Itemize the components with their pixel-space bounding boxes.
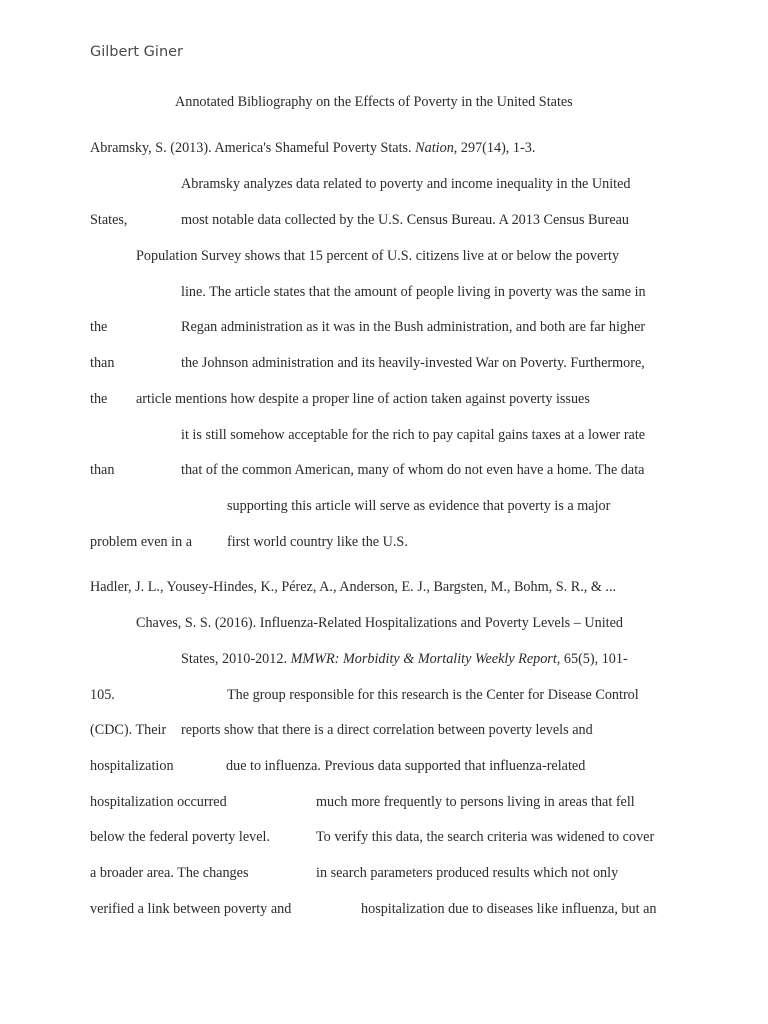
annotation-line (0, 720, 768, 740)
citation-line (181, 649, 628, 669)
document-title: Annotated Bibliography on the Effects of Poverty in the United States (175, 94, 573, 110)
author-name: Gilbert Giner (90, 44, 184, 60)
annotation-line (0, 792, 768, 812)
annotation-text: 105. (90, 687, 115, 703)
annotation-text: reports show that there is a direct correlation between poverty levels and (181, 722, 593, 738)
annotation-line (0, 532, 768, 552)
annotation-line (0, 210, 768, 230)
citation-text: Hadler, J. L., Yousey-Hindes, K., Pérez, A., Anderson, E. J., Bargsten, M., Bohm, S. R., & ... (90, 579, 617, 595)
annotation-text: a broader area. The changes (90, 865, 249, 881)
annotation-text: than (90, 462, 115, 478)
annotation-text: States, (90, 212, 128, 228)
annotation-text: verified a link between poverty and (90, 901, 292, 917)
annotation-line (0, 863, 768, 883)
annotation-text: Abramsky analyzes data related to poverty and income inequality in the United (181, 176, 631, 192)
annotation-line (0, 246, 768, 266)
annotation-text: in search parameters produced results which not only (316, 865, 619, 881)
annotation-text: hospitalization (90, 758, 174, 774)
annotation-text: hospitalization due to diseases like influenza, but an (361, 901, 657, 917)
annotation-line (0, 756, 768, 776)
annotation-line (0, 425, 768, 445)
citation-text: Chaves, S. S. (2016). Influenza-Related Hospitalizations and Poverty Levels – United (136, 615, 623, 631)
annotation-text: most notable data collected by the U.S. Census Bureau. A 2013 Census Bureau (181, 212, 630, 228)
annotation-text: Population Survey shows that 15 percent of U.S. citizens live at or below the poverty (136, 248, 620, 264)
citation-text: States, 2010-2012. (181, 651, 291, 667)
citation-line (136, 613, 623, 633)
annotation-text: it is still somehow acceptable for the rich to pay capital gains taxes at a lower rate (181, 427, 646, 443)
citation-text: , 65(5), 101- (556, 651, 628, 667)
annotation-line (0, 899, 768, 919)
citation-abramsky (90, 138, 535, 158)
annotation-line (0, 353, 768, 373)
annotation-line (0, 460, 768, 480)
annotation-text: that of the common American, many of whom do not even have a home. The data (181, 462, 645, 478)
annotation-text: (CDC). Their (90, 722, 167, 738)
annotation-line (0, 174, 768, 194)
annotation-text: the (90, 391, 108, 407)
annotation-line (0, 827, 768, 847)
annotation-line (0, 496, 768, 516)
annotation-text: problem even in a (90, 534, 193, 550)
annotation-line (0, 685, 768, 705)
annotation-text: To verify this data, the search criteria was widened to cover (316, 829, 655, 845)
annotation-line (0, 389, 768, 409)
annotation-text: Regan administration as it was in the Bush administration, and both are far higher (181, 319, 646, 335)
citation-hadler (90, 577, 616, 597)
citation-text: , 297(14), 1-3. (453, 140, 536, 156)
annotation-text: the Johnson administration and its heavily-invested War on Poverty. Furthermore, (181, 355, 645, 371)
annotation-text: much more frequently to persons living in areas that fell (316, 794, 635, 810)
annotation-text: below the federal poverty level. (90, 829, 271, 845)
annotation-text: The group responsible for this research is the Center for Disease Control (227, 687, 639, 703)
annotation-text: supporting this article will serve as evidence that poverty is a major (227, 498, 611, 514)
annotation-text: article mentions how despite a proper line of action taken against poverty issues (136, 391, 590, 407)
annotation-text: than (90, 355, 115, 371)
annotation-text: due to influenza. Previous data supported that influenza-related (226, 758, 586, 774)
annotation-line (0, 317, 768, 337)
journal-name: Nation (415, 140, 454, 156)
annotation-text: line. The article states that the amount of people living in poverty was the same in (181, 284, 646, 300)
annotation-line (0, 282, 768, 302)
citation-text: Abramsky, S. (2013). America's Shameful Poverty Stats. (90, 140, 416, 156)
journal-name: MMWR: Morbidity & Mortality Weekly Report (290, 651, 557, 667)
annotation-text: first world country like the U.S. (227, 534, 408, 550)
annotation-text: hospitalization occurred (90, 794, 227, 810)
annotation-text: the (90, 319, 108, 335)
